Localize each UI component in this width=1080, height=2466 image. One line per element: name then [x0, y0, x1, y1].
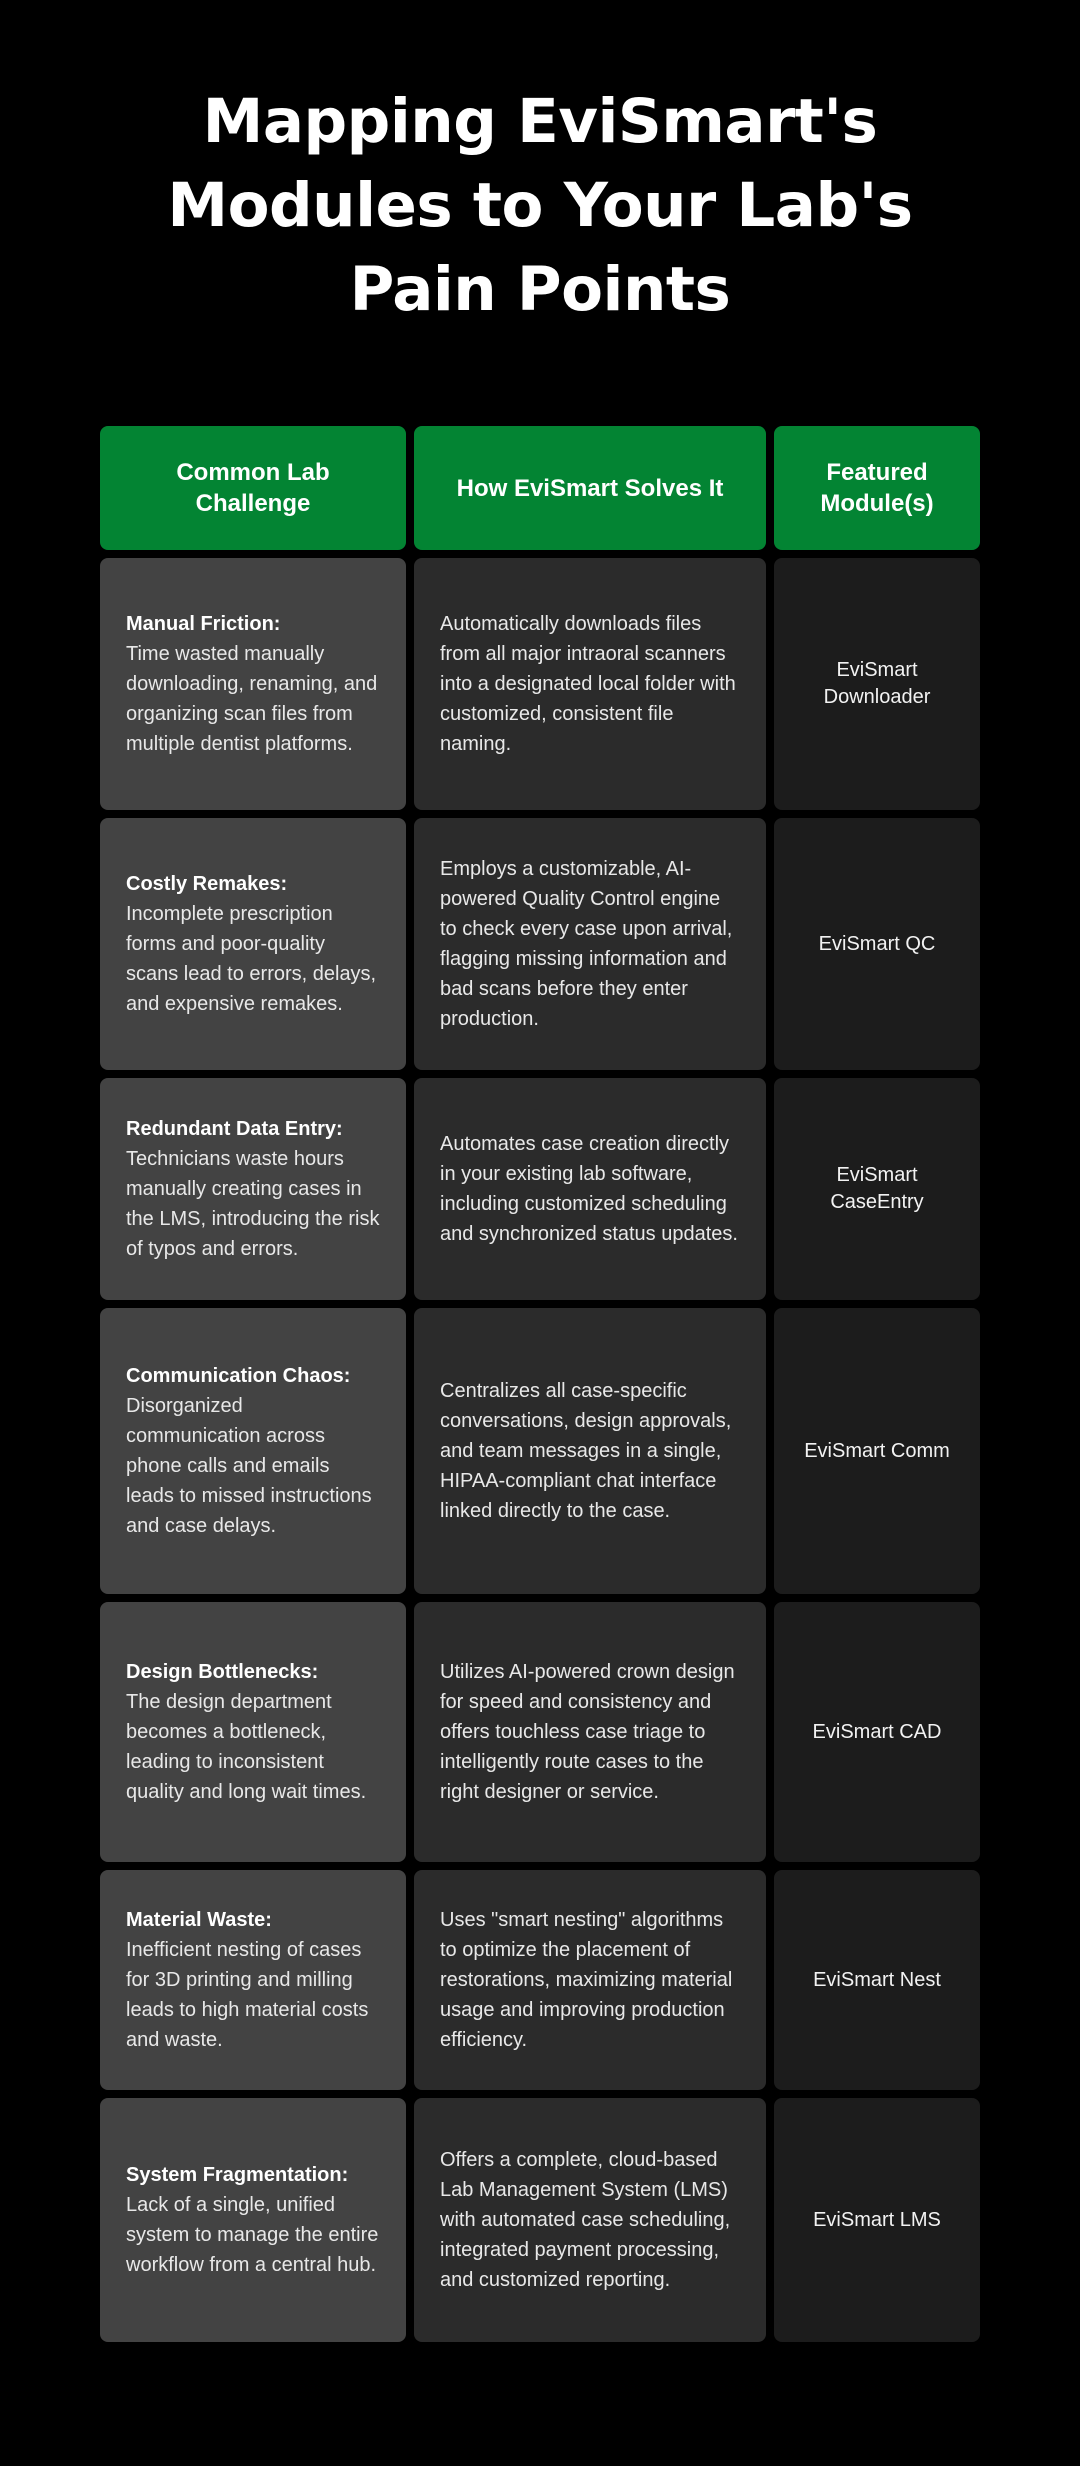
- challenge-text: Inefficient nesting of cases for 3D printing and milling leads to high material costs and waste.: [126, 1939, 369, 2051]
- challenge-label: Manual Friction:: [126, 613, 281, 635]
- solution-text: Utilizes AI-powered crown design for speed and consistency and offers touchless case triage to intelligently route cases to the right designer or service.: [440, 1661, 735, 1803]
- challenge-cell: [100, 2098, 406, 2342]
- module-name: EviSmart LMS: [813, 2208, 941, 2231]
- challenge-label: Communication Chaos:: [126, 1365, 351, 1387]
- challenge-text: Incomplete prescription forms and poor-quality scans lead to errors, delays, and expensive remakes.: [126, 903, 377, 1015]
- module-cell: [774, 1602, 980, 1862]
- header-challenge: Common Lab Challenge: [100, 426, 406, 550]
- module-name: EviSmart CAD: [812, 1720, 942, 1743]
- challenge-label: Design Bottlenecks:: [126, 1661, 319, 1683]
- solution-cell: [414, 558, 766, 810]
- challenge-label: Costly Remakes:: [126, 873, 288, 895]
- module-cell: [774, 1870, 980, 2090]
- module-name: EviSmart QC: [818, 932, 936, 955]
- module-name: EviSmart Downloader: [823, 659, 931, 708]
- module-cell: [774, 558, 980, 810]
- page-title: Mapping EviSmart's Modules to Your Lab's Pain Points: [167, 86, 913, 325]
- pain-points-table: [100, 426, 980, 2342]
- challenge-label: Material Waste:: [126, 1909, 272, 1931]
- challenge-text: Disorganized communication across phone calls and emails leads to missed instructions and case delays.: [126, 1395, 372, 1537]
- challenge-text: Technicians waste hours manually creating cases in the LMS, introducing the risk of typos and errors.: [126, 1148, 380, 1260]
- module-cell: [774, 2098, 980, 2342]
- header-solution: How EviSmart Solves It: [414, 426, 766, 550]
- solution-text: Automates case creation directly in your existing lab software, including customized scheduling and synchronized status updates.: [440, 1133, 738, 1245]
- solution-cell: [414, 1602, 766, 1862]
- module-cell: [774, 1308, 980, 1594]
- module-name: EviSmart Nest: [813, 1968, 941, 1991]
- header-module: Featured Module(s): [774, 426, 980, 550]
- solution-text: Automatically downloads files from all major intraoral scanners into a designated local folder with customized, consistent file naming.: [440, 613, 736, 755]
- challenge-cell: [100, 1078, 406, 1300]
- solution-cell: [414, 1308, 766, 1594]
- solution-cell: [414, 818, 766, 1070]
- solution-text: Uses "smart nesting" algorithms to optimize the placement of restorations, maximizing material usage and improving production efficiency.: [440, 1909, 733, 2051]
- challenge-text: Time wasted manually downloading, renaming, and organizing scan files from multiple dentist platforms.: [126, 643, 378, 755]
- challenge-cell: [100, 1870, 406, 2090]
- challenge-text: The design department becomes a bottleneck, leading to inconsistent quality and long wait times.: [126, 1691, 367, 1803]
- challenge-cell: [100, 1308, 406, 1594]
- solution-text: Employs a customizable, AI-powered Quality Control engine to check every case upon arrival, flagging missing information and bad scans before they enter production.: [440, 858, 733, 1030]
- challenge-label: Redundant Data Entry:: [126, 1118, 343, 1140]
- solution-text: Offers a complete, cloud-based Lab Management System (LMS) with automated case scheduling, integrated payment processing, and customized reporting.: [440, 2149, 731, 2291]
- solution-text: Centralizes all case-specific conversations, design approvals, and team messages in a single, HIPAA-compliant chat interface linked directly to the case.: [440, 1380, 732, 1522]
- module-cell: [774, 818, 980, 1070]
- module-cell: [774, 1078, 980, 1300]
- solution-cell: [414, 2098, 766, 2342]
- challenge-text: Lack of a single, unified system to manage the entire workflow from a central hub.: [126, 2194, 379, 2276]
- module-name: EviSmart Comm: [804, 1439, 950, 1462]
- challenge-label: System Fragmentation:: [126, 2164, 349, 2186]
- challenge-cell: [100, 1602, 406, 1862]
- solution-cell: [414, 1078, 766, 1300]
- module-name: EviSmart CaseEntry: [830, 1164, 924, 1213]
- solution-cell: [414, 1870, 766, 2090]
- challenge-cell: [100, 818, 406, 1070]
- challenge-cell: [100, 558, 406, 810]
